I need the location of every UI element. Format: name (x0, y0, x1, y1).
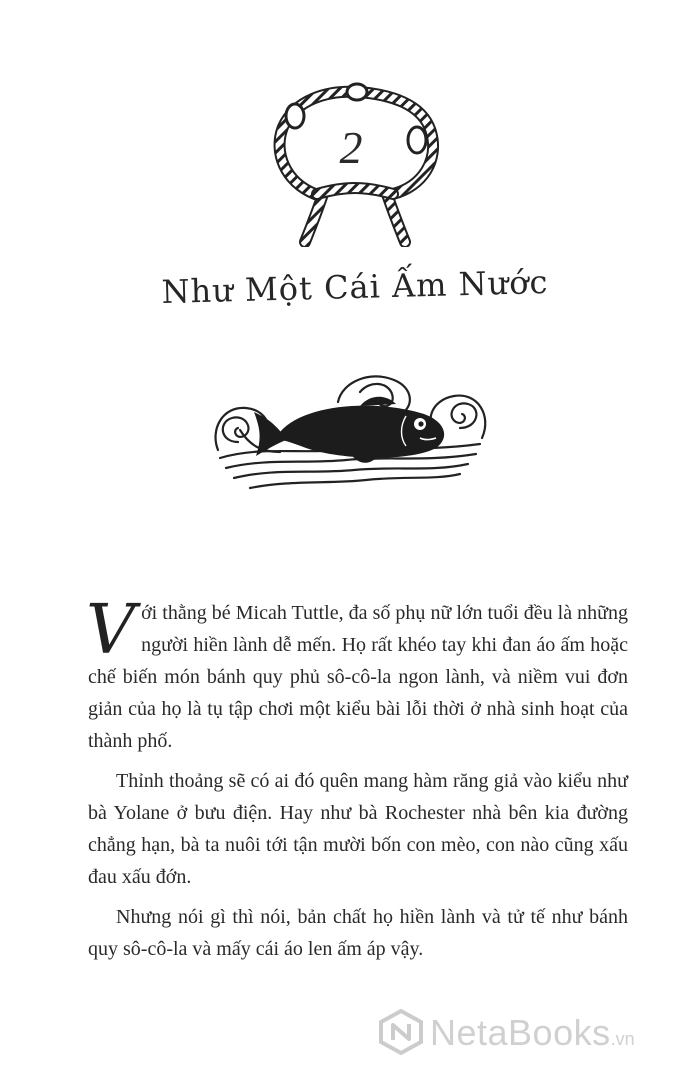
n-logo-icon (378, 1009, 424, 1055)
chapter-title: Như Một Cái Ấm Nước (161, 262, 549, 312)
paragraph-3: Nhưng nói gì thì nói, bản chất họ hiền lành và tử tế như bánh quy sô-cô-la và mấy cái áo len ấm áp vậy. (88, 906, 628, 960)
fish-waves-illustration (210, 372, 490, 502)
drop-cap: V (86, 591, 136, 670)
paragraph-1 (86, 591, 628, 757)
netabooks-watermark (378, 1003, 700, 1063)
paragraph-1-text: ới thằng bé Micah Tuttle, đa số phụ nữ lớn tuổi đều là những người hiền lành dễ mến. Họ rất khéo tay khi đan áo ấm hoặc chế biến món bánh quy phủ sô-cô-la ngon lành, và niềm vui đơn giản của họ là tụ tập chơi một kiểu bài lỗi thời ở nhà sinh hoạt của thành phố. (88, 602, 628, 752)
chapter-body (86, 591, 628, 973)
chapter-number: 2 (339, 122, 363, 173)
watermark-brand: NetaBooks (430, 1012, 611, 1053)
paragraph-2: Thỉnh thoảng sẽ có ai đó quên mang hàm răng giả vào kiểu như bà Yolane ở bưu điện. Hay như bà Rochester nhà bên kia đường chẳng hạn, bà ta nuôi tới tận mười bốn con mèo, con nào cũng xấu đau xấu đớn. (88, 770, 628, 888)
watermark-suffix: .vn (610, 1029, 635, 1049)
watermark-text (430, 1011, 635, 1061)
